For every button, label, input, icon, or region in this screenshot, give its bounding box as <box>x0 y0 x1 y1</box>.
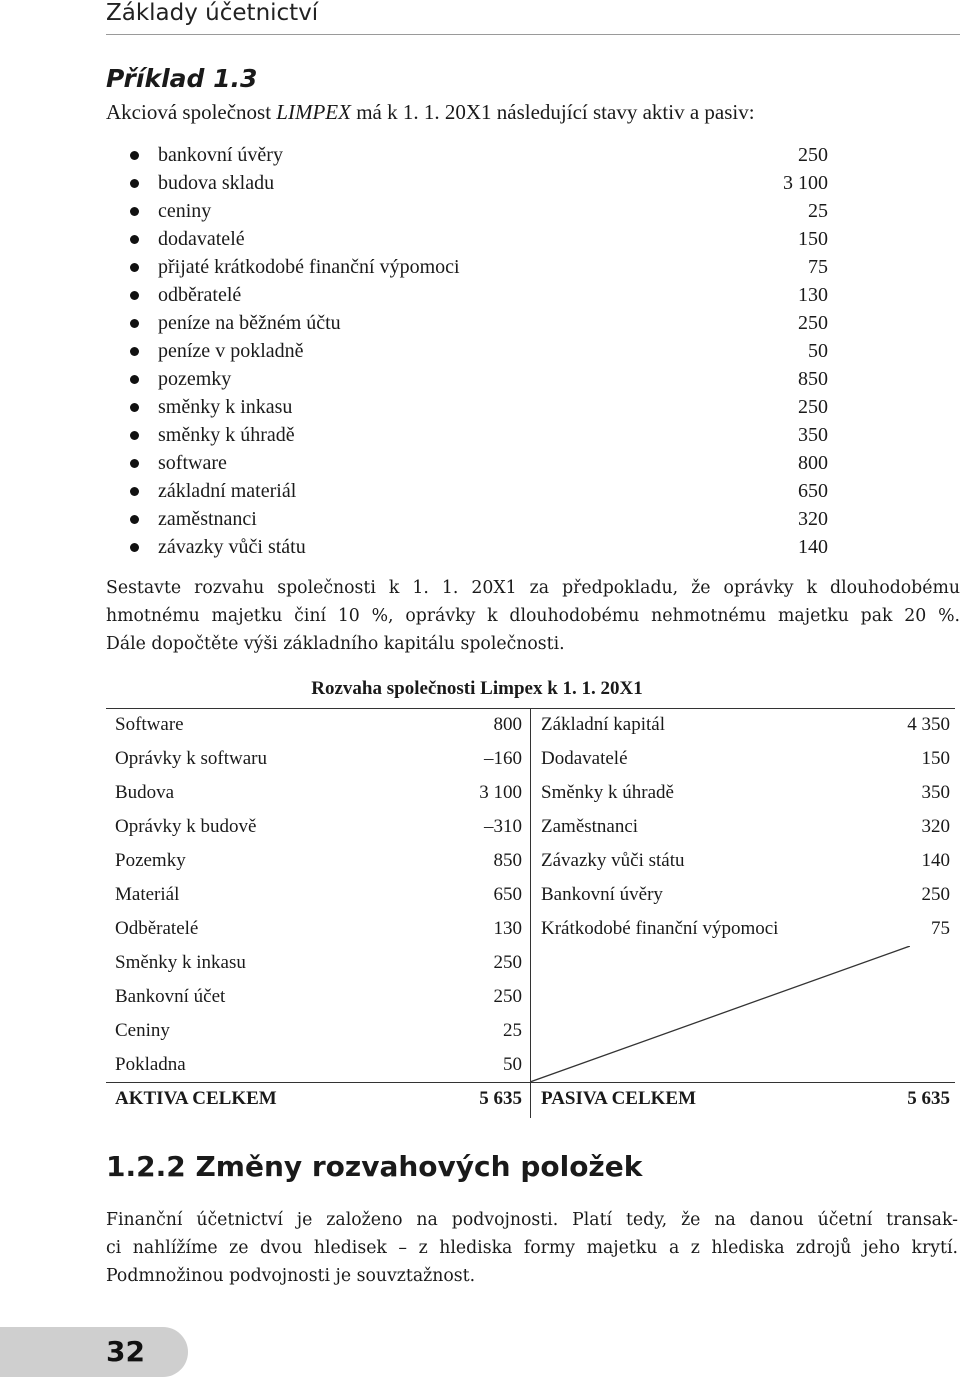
item-label: dodavatelé <box>158 228 245 250</box>
item-value: 130 <box>798 284 828 306</box>
header-rule <box>106 34 960 35</box>
row-label: Základní kapitál <box>541 714 665 735</box>
task-line: Dále dopočtěte výši základního kapitálu společnosti. <box>106 634 565 654</box>
item-value: 650 <box>798 480 828 502</box>
row-label: Ceniny <box>115 1020 170 1041</box>
item-label: odběratelé <box>158 284 242 306</box>
list-item <box>130 225 830 253</box>
paragraph-line: ci nahlížíme ze dvou hledisek – z hlediska formy majetku a z hlediska zdrojů jeho krytí. <box>106 1238 958 1258</box>
bullet-icon <box>130 179 139 188</box>
list-item <box>130 197 830 225</box>
row-label: Dodavatelé <box>541 748 628 769</box>
balance-sheet-table <box>106 708 955 1118</box>
row-label: Materiál <box>115 884 180 905</box>
row-label: Pozemky <box>115 850 186 871</box>
list-item <box>130 337 830 365</box>
company-name: LIMPEX <box>276 100 351 124</box>
item-label: budova skladu <box>158 172 275 194</box>
row-label: Krátkodobé finanční výpomoci <box>541 918 779 939</box>
liabilities-total-label: PASIVA CELKEM <box>541 1088 697 1109</box>
asset-row <box>115 912 522 946</box>
item-value: 50 <box>808 340 828 362</box>
item-label: přijaté krátkodobé finanční výpomoci <box>158 256 460 278</box>
row-label: Pokladna <box>115 1054 186 1075</box>
bullet-icon <box>130 375 139 384</box>
liability-row <box>541 912 950 946</box>
bullet-icon <box>130 459 139 468</box>
item-value: 320 <box>798 508 828 530</box>
item-label: peníze na běžném účtu <box>158 312 341 334</box>
assets-total-label: AKTIVA CELKEM <box>115 1088 277 1109</box>
asset-row <box>115 1014 522 1048</box>
balance-sheet-title: Rozvaha společnosti Limpex k 1. 1. 20X1 <box>311 678 643 699</box>
row-value: 75 <box>931 918 950 939</box>
list-item <box>130 477 830 505</box>
row-value: 320 <box>921 816 950 837</box>
task-paragraph <box>106 574 960 658</box>
asset-row <box>115 878 522 912</box>
row-label: Závazky vůči státu <box>541 850 685 871</box>
item-value: 850 <box>798 368 828 390</box>
paragraph-line: Finanční účetnictví je založeno na podvojnosti. Platí tedy, že na danou účetní transak- <box>106 1210 958 1230</box>
item-value: 250 <box>798 144 828 166</box>
list-item <box>130 253 830 281</box>
asset-row <box>115 946 522 980</box>
list-item <box>130 169 830 197</box>
row-label: Bankovní úvěry <box>541 884 663 905</box>
row-value: 150 <box>921 748 950 769</box>
item-label: zaměstnanci <box>158 508 257 530</box>
item-value: 250 <box>798 396 828 418</box>
item-value: 800 <box>798 452 828 474</box>
page-number-tab <box>0 1327 188 1377</box>
item-value: 140 <box>798 536 828 558</box>
row-label: Zaměstnanci <box>541 816 639 837</box>
bullet-icon <box>130 431 139 440</box>
row-label: Budova <box>115 782 175 803</box>
liability-row <box>541 878 950 912</box>
item-label: software <box>158 452 227 474</box>
row-value: 130 <box>493 918 522 939</box>
page-number: 32 <box>106 1335 145 1368</box>
row-value: 4 350 <box>907 714 950 735</box>
bullet-icon <box>130 487 139 496</box>
list-item <box>130 505 830 533</box>
item-value: 75 <box>808 256 828 278</box>
paragraph-line: Podmnožinou podvojnosti je souvztažnost. <box>106 1266 476 1286</box>
list-item <box>130 449 830 477</box>
list-item <box>130 393 830 421</box>
liability-row <box>541 810 950 844</box>
liability-row <box>541 776 950 810</box>
item-label: směnky k inkasu <box>158 396 293 418</box>
assets-total-row <box>115 1082 522 1116</box>
bullet-icon <box>130 403 139 412</box>
row-value: 250 <box>493 952 522 973</box>
row-label: Oprávky k budově <box>115 816 257 837</box>
liabilities-total-value: 5 635 <box>907 1088 950 1109</box>
row-value: 850 <box>493 850 522 871</box>
row-value: –160 <box>484 748 522 769</box>
item-label: pozemky <box>158 368 232 390</box>
item-label: závazky vůči státu <box>158 536 306 558</box>
intro-text-start: Akciová společnost <box>106 100 277 124</box>
row-value: 250 <box>921 884 950 905</box>
item-value: 350 <box>798 424 828 446</box>
example-intro <box>106 100 755 125</box>
asset-row <box>115 1048 522 1082</box>
list-item <box>130 365 830 393</box>
item-label: peníze v pokladně <box>158 340 304 362</box>
liability-row <box>541 708 950 742</box>
bullet-icon <box>130 151 139 160</box>
row-value: 650 <box>493 884 522 905</box>
row-value: 250 <box>493 986 522 1007</box>
asset-row <box>115 980 522 1014</box>
bullet-icon <box>130 347 139 356</box>
list-item <box>130 533 830 561</box>
row-value: –310 <box>484 816 522 837</box>
bullet-icon <box>130 263 139 272</box>
item-label: základní materiál <box>158 480 297 502</box>
task-line: Sestavte rozvahu společnosti k 1. 1. 20X1 za předpokladu, že oprávky k dlouhodobému <box>106 578 960 598</box>
running-header: Základy účetnictví <box>106 0 319 26</box>
item-label: ceniny <box>158 200 212 222</box>
row-label: Směnky k inkasu <box>115 952 246 973</box>
bullet-icon <box>130 515 139 524</box>
item-value: 150 <box>798 228 828 250</box>
row-label: Bankovní účet <box>115 986 226 1007</box>
row-label: Software <box>115 714 184 735</box>
asset-row <box>115 844 522 878</box>
bullet-icon <box>130 291 139 300</box>
list-item <box>130 309 830 337</box>
list-item <box>130 421 830 449</box>
asset-row <box>115 776 522 810</box>
row-value: 140 <box>921 850 950 871</box>
row-value: 50 <box>503 1054 522 1075</box>
bullet-icon <box>130 319 139 328</box>
row-value: 3 100 <box>479 782 522 803</box>
liability-row <box>541 742 950 776</box>
bullet-icon <box>130 207 139 216</box>
bullet-icon <box>130 235 139 244</box>
row-label: Směnky k úhradě <box>541 782 674 803</box>
item-value: 25 <box>808 200 828 222</box>
asset-row <box>115 708 522 742</box>
section-heading: 1.2.2 Změny rozvahových položek <box>106 1150 643 1183</box>
item-label: bankovní úvěry <box>158 144 283 166</box>
row-value: 350 <box>921 782 950 803</box>
intro-text-end: má k 1. 1. 20X1 následující stavy aktiv a pasiv: <box>350 100 755 124</box>
assets-total-value: 5 635 <box>479 1088 522 1109</box>
example-title: Příklad 1.3 <box>106 64 258 93</box>
asset-row <box>115 742 522 776</box>
liabilities-total-row <box>541 1082 950 1116</box>
item-label: směnky k úhradě <box>158 424 295 446</box>
row-value: 25 <box>503 1020 522 1041</box>
section-paragraph <box>106 1206 958 1290</box>
empty-space-diagonal <box>530 946 910 1082</box>
item-value: 250 <box>798 312 828 334</box>
row-label: Odběratelé <box>115 918 199 939</box>
row-value: 800 <box>493 714 522 735</box>
row-label: Oprávky k softwaru <box>115 748 267 769</box>
asset-row <box>115 810 522 844</box>
task-line: hmotnému majetku činí 10 %, oprávky k dlouhodobému nehmotnému majetku pak 20 %. <box>106 606 960 626</box>
account-items-list <box>130 141 830 561</box>
item-value: 3 100 <box>783 172 828 194</box>
bullet-icon <box>130 543 139 552</box>
list-item <box>130 281 830 309</box>
liability-row <box>541 844 950 878</box>
list-item <box>130 141 830 169</box>
